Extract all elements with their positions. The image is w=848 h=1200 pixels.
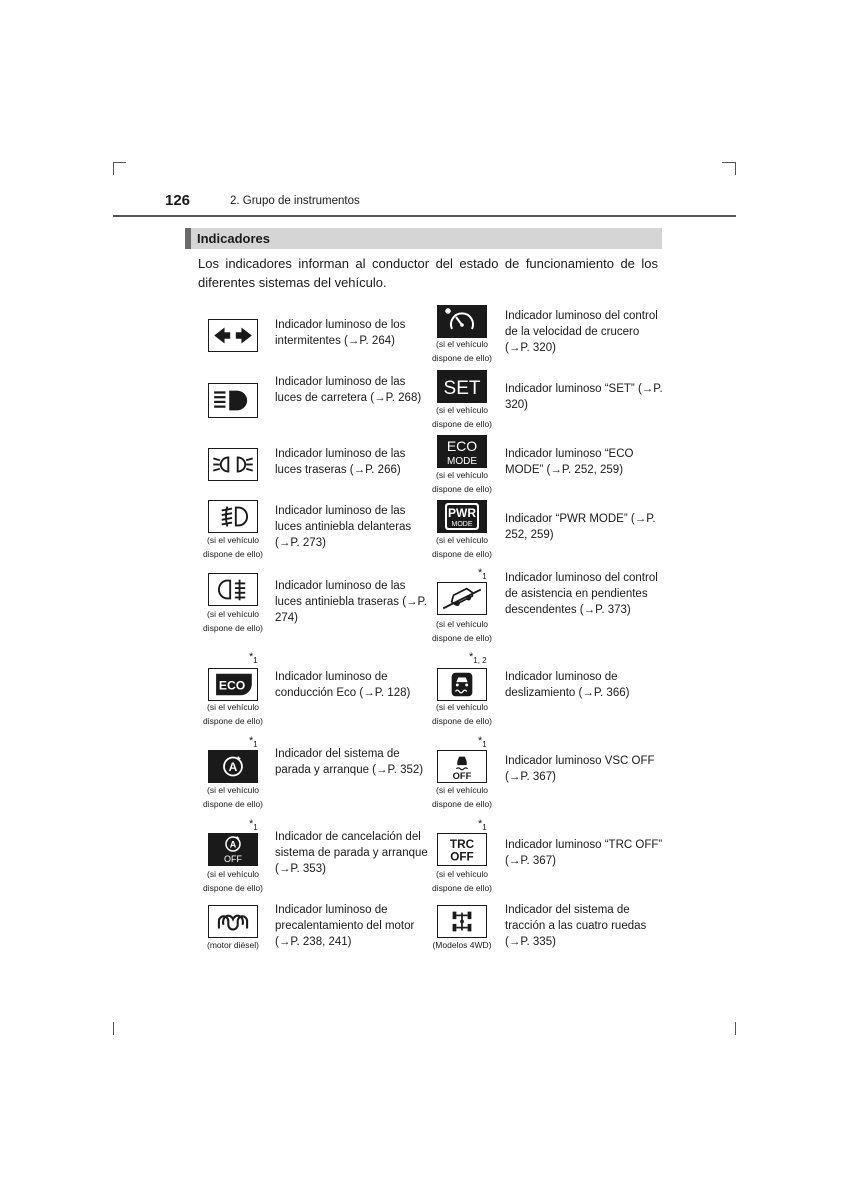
4wd-icon	[437, 905, 487, 938]
svg-text:A: A	[229, 839, 237, 850]
eco-mode-description: Indicador luminoso “ECO MODE” (→P. 252, 259)	[505, 448, 634, 476]
front-fog-note: (si el vehículo dispone de ello)	[202, 535, 263, 559]
footnote-marker: $*_1$	[478, 818, 487, 833]
trc-off-note: (si el vehículo dispone de ello)	[431, 869, 492, 893]
rear-fog-description: Indicador luminoso de las luces antiniebla traseras (→P. 274)	[275, 580, 427, 624]
stop-start-off-note: (si el vehículo dispone de ello)	[202, 869, 263, 893]
pwr-mode-description: Indicador “PWR MODE” (→P. 252, 259)	[505, 513, 656, 541]
crop-mark	[722, 162, 735, 163]
rear-fog-note: (si el vehículo dispone de ello)	[202, 609, 263, 633]
set-note: (si el vehículo dispone de ello)	[431, 405, 492, 429]
stop-start-description: Indicador del sistema de parada y arranque (→P. 352)	[275, 748, 424, 776]
glow-plug-description: Indicador luminoso de precalentamiento del motor (→P. 238, 241)	[275, 904, 415, 948]
svg-text:OFF: OFF	[452, 770, 472, 782]
trc-off-icon	[437, 833, 487, 866]
svg-text:A: A	[228, 760, 238, 774]
cruise-control-icon	[437, 305, 487, 338]
eco-mode-note: (si el vehículo dispone de ello)	[431, 470, 492, 494]
4wd-description: Indicador del sistema de tracción a las cuatro ruedas (→P. 335)	[505, 904, 647, 948]
slip-icon	[437, 668, 487, 701]
front-fog-description: Indicador luminoso de las luces antiniebla delanteras (→P. 273)	[275, 505, 412, 549]
svg-text:SET: SET	[443, 378, 481, 399]
downhill-assist-description: Indicador luminoso del control de asistencia en pendientes descendentes (→P. 373)	[505, 572, 658, 616]
crop-mark	[113, 1022, 114, 1035]
footnote-marker: $*_1$	[249, 818, 258, 833]
stop-start-note: (si el vehículo dispone de ello)	[202, 785, 263, 809]
stop-start-off-icon	[208, 833, 258, 866]
vsc-off-description: Indicador luminoso VSC OFF (→P. 367)	[505, 755, 655, 783]
chapter-title: 2. Grupo de instrumentos	[230, 195, 360, 207]
vsc-off-note: (si el vehículo dispone de ello)	[431, 785, 492, 809]
header-rule	[113, 215, 736, 217]
svg-text:OFF: OFF	[224, 854, 242, 864]
4wd-note: (Modelos 4WD)	[432, 940, 492, 950]
pwr-mode-note: (si el vehículo dispone de ello)	[431, 535, 492, 559]
svg-text:ECO: ECO	[446, 438, 478, 454]
set-description: Indicador luminoso “SET” (→P. 320)	[505, 383, 663, 411]
slip-description: Indicador luminoso de deslizamiento (→P. 366)	[505, 671, 630, 699]
section-title: Indicadores	[197, 231, 270, 246]
svg-text:OFF: OFF	[450, 850, 474, 864]
front-fog-icon	[208, 500, 258, 533]
glow-plug-note: (motor diésel)	[207, 940, 259, 950]
downhill-assist-icon	[437, 582, 487, 615]
section-accent	[185, 228, 191, 249]
downhill-assist-note: (si el vehículo dispone de ello)	[431, 619, 492, 643]
eco-mode-icon	[437, 435, 487, 468]
footnote-marker: $*_1$	[249, 651, 258, 666]
stop-start-icon	[208, 750, 258, 783]
section-heading	[185, 228, 662, 249]
page-number: 126	[165, 192, 191, 209]
cruise-control-note: (si el vehículo dispone de ello)	[431, 339, 492, 363]
intro-paragraph: Los indicadores informan al conductor del estado de funcionamiento de los diferentes sistemas del vehículo.	[198, 256, 658, 290]
set-icon	[437, 370, 487, 403]
slip-note: (si el vehículo dispone de ello)	[431, 702, 492, 726]
stop-start-off-description: Indicador de cancelación del sistema de parada y arranque (→P. 353)	[275, 831, 428, 875]
eco-driving-note: (si el vehículo dispone de ello)	[202, 702, 263, 726]
glow-plug-icon	[208, 905, 258, 938]
pwr-mode-icon	[437, 500, 487, 533]
rear-fog-icon	[208, 573, 258, 606]
crop-mark	[113, 162, 126, 163]
high-beam-icon	[208, 383, 258, 418]
svg-text:MODE: MODE	[451, 521, 473, 528]
footnote-marker: $*_1$	[478, 735, 487, 750]
tail-light-icon	[208, 448, 258, 481]
vsc-off-icon	[437, 750, 487, 783]
crop-mark	[735, 162, 736, 175]
eco-driving-icon	[208, 668, 258, 701]
svg-text:TRC: TRC	[449, 838, 475, 852]
turn-signal-description: Indicador luminoso de los intermitentes (→P. 264)	[275, 319, 406, 347]
footnote-marker: $*_{1, 2}$	[469, 651, 487, 666]
crop-mark	[113, 162, 114, 175]
turn-signal-icon	[208, 319, 258, 352]
footnote-marker: $*_1$	[249, 735, 258, 750]
high-beam-description: Indicador luminoso de las luces de carretera (→P. 268)	[275, 376, 422, 404]
trc-off-description: Indicador luminoso “TRC OFF” (→P. 367)	[505, 839, 663, 867]
svg-text:ECO: ECO	[218, 678, 246, 693]
tail-light-description: Indicador luminoso de las luces traseras (→P. 266)	[275, 448, 406, 476]
crop-mark	[735, 1022, 736, 1035]
eco-driving-description: Indicador luminoso de conducción Eco (→P. 128)	[275, 671, 411, 699]
footnote-marker: $*_1$	[478, 567, 487, 582]
cruise-control-description: Indicador luminoso del control de la velocidad de crucero (→P. 320)	[505, 310, 658, 354]
svg-text:PWR: PWR	[448, 506, 476, 520]
svg-text:MODE: MODE	[447, 456, 477, 467]
